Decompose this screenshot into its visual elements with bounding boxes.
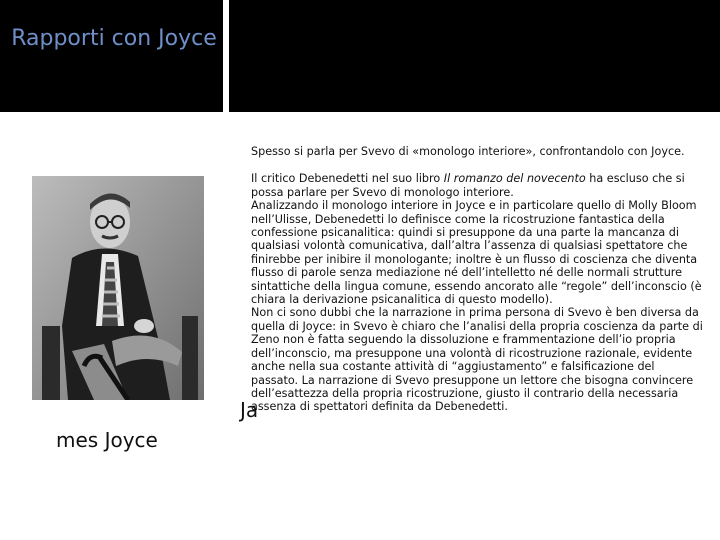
book-title: Il romanzo del novecento: [443, 172, 586, 186]
portrait-illustration: [32, 176, 204, 400]
header-panel-right: [229, 0, 720, 112]
paragraph-svevo: Non ci sono dubbi che la narrazione in prima persona di Svevo è ben diversa da quella di Joyce: in Svevo è chiaro che l’analisi della propria coscienza da parte di Zeno non è fatta seguendo la dissoluzione e frammentazione dell’io propria dell’inconscio, ma presuppone una volontà di ricostruzione razionale, evidente anche nella sua costante attività di “aggiustamento” e falsificazione del passato. La narrazione di Svevo presuppone un lettore che bisogna convincere dell’esattezza della propria ricostruzione, giusto il contrario della necessaria assenza di spettatori definita da Debenedetti.: [251, 306, 703, 414]
photo-caption: mes Joyce: [56, 428, 158, 452]
paragraph-debenedetti-rest: ha escluso che si possa parlare per Svevo di monologo interiore.: [251, 172, 685, 199]
paragraph-debenedetti: [251, 172, 703, 199]
stray-text: Ja: [240, 398, 259, 422]
paragraph-monologo: Spesso si parla per Svevo di «monologo interiore», confrontandolo con Joyce.: [251, 145, 685, 158]
paragraph-analisi: Analizzando il monologo interiore in Joyce e in particolare quello di Molly Bloom nell’Ulisse, Debenedetti lo definisce come la ricostruzione fantastica della confessione psicanalitica: quindi si presuppone da una parte la mancanza di qualsiasi volontà comunicativa, dall’altra l’assenza di qualsiasi spettatore che finirebbe per inibire il monologante; inoltre è un flusso di coscienza che diventa flusso di parole senza mediazione né dell’intelletto né delle normali strutture sintattiche della lingua comune, essendo ancorato alle “regole” dell’inconscio (è chiara la derivazione psicanalitica di questo modello).: [251, 199, 702, 307]
slide-title: Rapporti con Joyce: [11, 26, 217, 51]
header-panel-left: [0, 0, 223, 112]
james-joyce-portrait-image: [32, 176, 204, 400]
paragraph-debenedetti-lead: Il critico Debenedetti nel suo libro: [251, 172, 444, 186]
body-text: [251, 145, 703, 414]
